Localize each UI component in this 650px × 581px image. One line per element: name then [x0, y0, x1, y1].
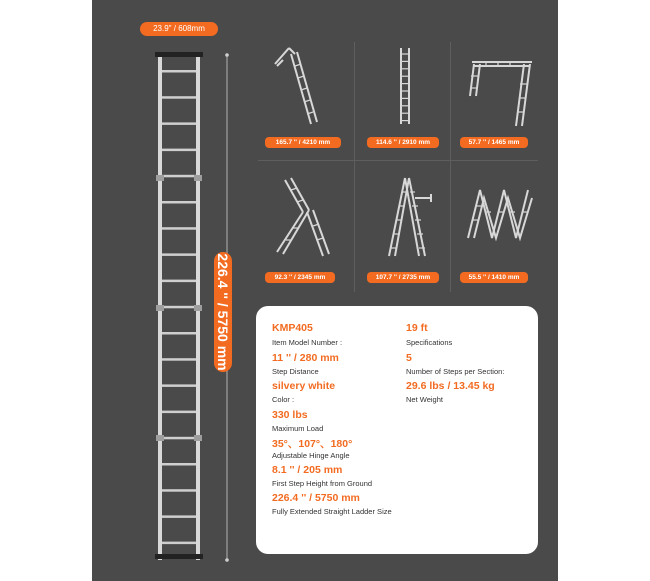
spec-value: 35°、107°、180°: [272, 438, 353, 450]
config-label: 55.5 '' / 1410 mm: [460, 272, 528, 283]
config-label: 107.7 '' / 2735 mm: [367, 272, 439, 283]
ladder-a-frame-icon: [367, 176, 447, 258]
spec-value: 8.1 '' / 205 mm: [272, 464, 343, 476]
height-dimension-label: 226.4 '' / 5750 mm: [215, 253, 231, 371]
ladder-rung: [162, 280, 196, 283]
grid-divider: [354, 42, 355, 292]
ladder-wall-lean-icon: [367, 44, 447, 126]
config-label: 92.3 '' / 2345 mm: [265, 272, 335, 283]
ladder-rung: [162, 96, 196, 99]
spec-label: Step Distance: [272, 367, 319, 376]
ladder-rung: [162, 542, 196, 545]
ladder-rung: [162, 306, 196, 309]
spec-value: 11 '' / 280 mm: [272, 352, 339, 364]
ladder-rung: [162, 253, 196, 256]
ladder-w-shape-icon: [462, 176, 542, 258]
spec-value: 330 lbs: [272, 409, 308, 421]
spec-label: First Step Height from Ground: [272, 479, 373, 488]
spec-label: Maximum Load: [272, 424, 324, 433]
width-dimension-badge: 23.9" / 608mm: [140, 22, 218, 36]
spec-label: Color :: [272, 395, 295, 404]
ladder-rung: [162, 332, 196, 335]
spec-label: Net Weight: [406, 395, 443, 404]
config-label: 165.7 '' / 4210 mm: [265, 137, 341, 148]
spec-value: 226.4 '' / 5750 mm: [272, 492, 360, 504]
spec-label: Fully Extended Straight Ladder Size: [272, 507, 392, 516]
ladder-rung: [162, 384, 196, 387]
ladder-rung: [162, 515, 196, 518]
ladder-rung: [162, 358, 196, 361]
grid-divider: [450, 42, 451, 292]
spec-value: silvery white: [272, 380, 336, 392]
ladder-rung: [162, 463, 196, 466]
ladder-rung: [162, 489, 196, 492]
ladder-rung: [162, 175, 196, 178]
spec-label: Specifications: [406, 338, 453, 347]
ladder-rung: [162, 201, 196, 204]
ladder-rung: [162, 70, 196, 73]
ladder-rung: [162, 437, 196, 440]
config-label: 57.7 '' / 1465 mm: [460, 137, 528, 148]
ladder-a-frame-extended-icon: [267, 44, 347, 126]
ladder-rung: [162, 411, 196, 414]
product-panel: [92, 0, 558, 581]
spec-value: 19 ft: [406, 322, 428, 334]
ladder-stair-icon: [267, 176, 347, 258]
spec-value: KMP405: [272, 322, 313, 334]
spec-label: Adjustable Hinge Angle: [272, 451, 350, 460]
ladder-rung: [162, 227, 196, 230]
spec-value: 5: [406, 352, 412, 364]
height-dimension-badge: [214, 252, 232, 372]
config-label: 114.6 '' / 2910 mm: [367, 137, 439, 148]
spec-label: Item Model Number :: [272, 338, 343, 347]
ladder-scaffold-icon: [462, 44, 542, 126]
ladder-rung: [162, 149, 196, 152]
ladder-rung: [162, 122, 196, 125]
spec-value: 29.6 lbs / 13.45 kg: [406, 380, 495, 392]
spec-label: Number of Steps per Section:: [406, 367, 505, 376]
specifications-card: [256, 306, 538, 554]
grid-divider: [258, 160, 538, 161]
